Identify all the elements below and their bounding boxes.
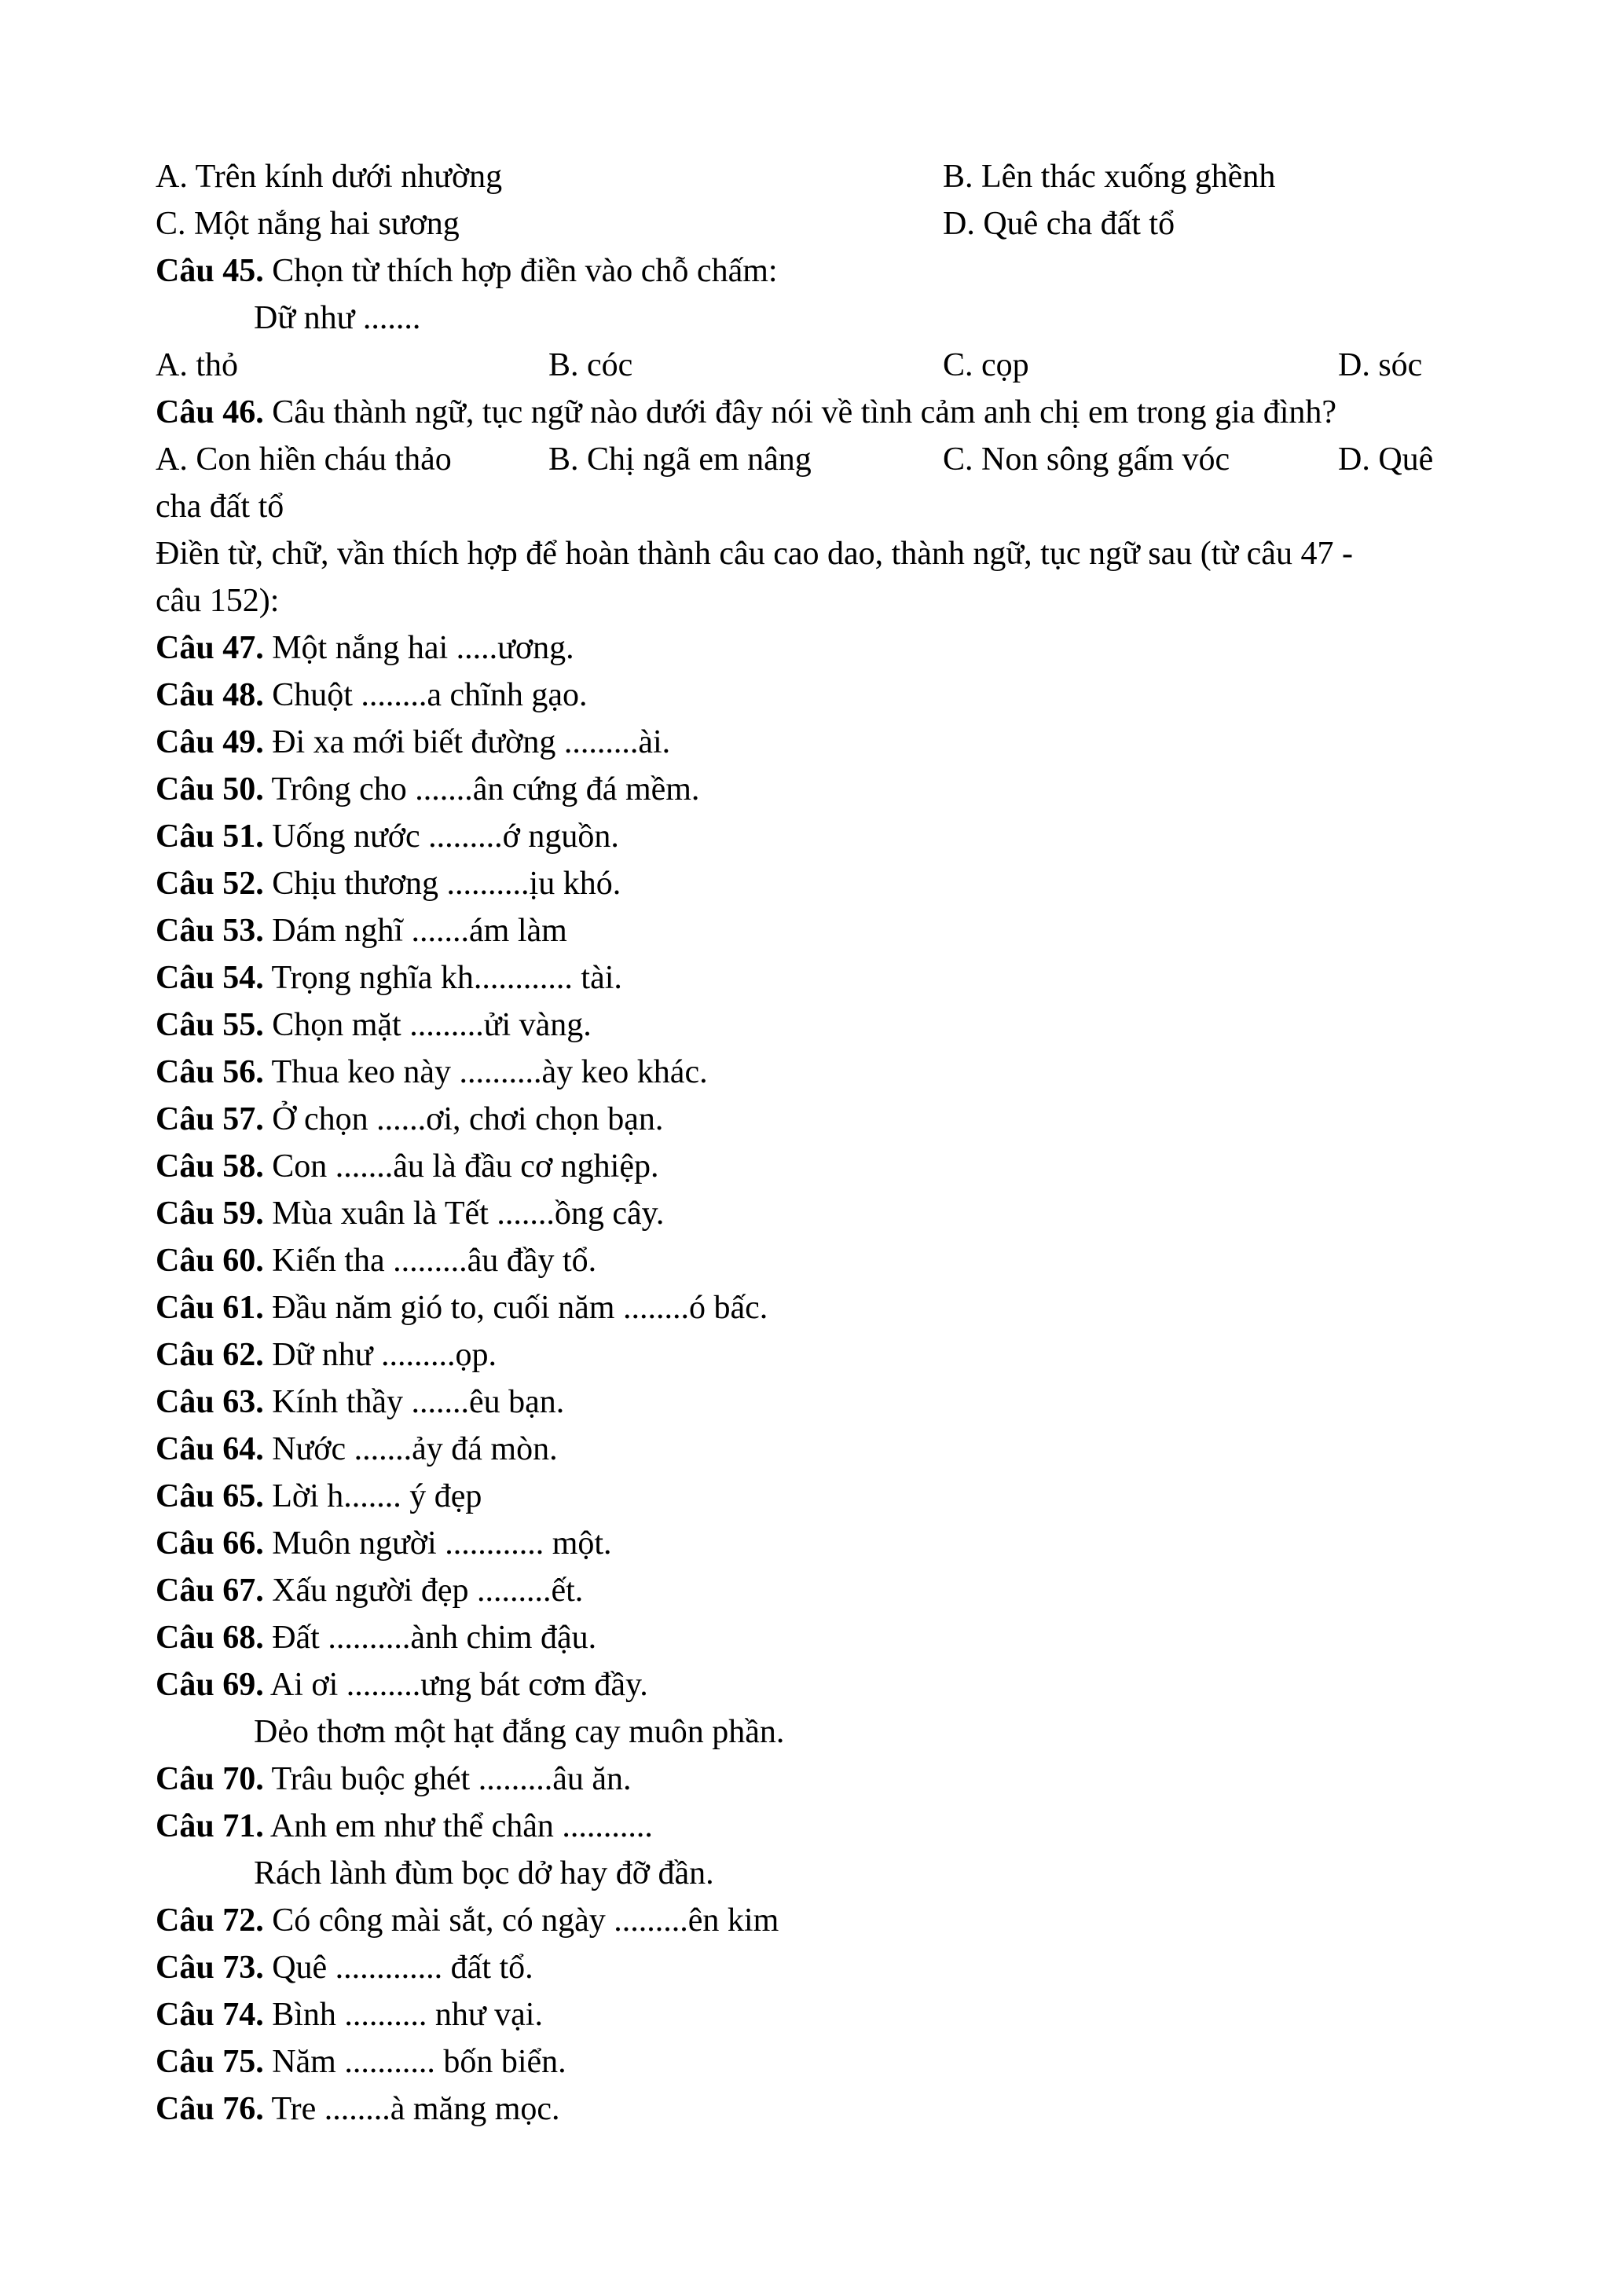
question-label: Câu 52. [156, 866, 264, 902]
question-label: Câu 50. [156, 771, 264, 807]
question-73 [156, 1944, 533, 1991]
question-60 [156, 1237, 596, 1284]
question-label: Câu 58. [156, 1148, 264, 1185]
q46-option-a: A. Con hiền cháu thảo [156, 441, 452, 478]
q45-option-a: A. thỏ [156, 347, 238, 383]
question-45 [156, 247, 778, 295]
instruction-line-1: Điền từ, chữ, vần thích hợp để hoàn thành câu cao dao, thành ngữ, tục ngữ sau (từ câu 47 - [156, 536, 1353, 572]
instruction-line-2: câu 152): [156, 583, 280, 619]
q46-option-d-continued: cha đất tổ [156, 489, 284, 525]
question-text: Năm ........... bốn biển. [263, 2044, 566, 2080]
question-label: Câu 46. [156, 394, 264, 430]
question-text: Trông cho .......ân cứng đá mềm. [263, 771, 700, 807]
question-label: Câu 62. [156, 1337, 264, 1373]
question-49 [156, 719, 670, 766]
question-label: Câu 61. [156, 1290, 264, 1326]
question-label: Câu 66. [156, 1525, 264, 1562]
question-63 [156, 1379, 564, 1426]
question-72 [156, 1897, 779, 1944]
question-56 [156, 1049, 708, 1096]
question-label: Câu 73. [156, 1950, 264, 1986]
question-48 [156, 672, 587, 719]
question-text: Nước .......ảy đá mòn. [263, 1431, 558, 1467]
question-74 [156, 1991, 543, 2038]
question-label: Câu 51. [156, 818, 264, 855]
question-text: Ở chọn ......ơi, chơi chọn bạn. [263, 1101, 664, 1137]
question-label: Câu 54. [156, 960, 264, 996]
question-label: Câu 48. [156, 677, 264, 713]
question-76 [156, 2085, 560, 2133]
question-text: Trâu buộc ghét .........âu ăn. [263, 1761, 632, 1797]
option-c: C. Một nắng hai sương [156, 206, 460, 242]
question-50 [156, 766, 699, 813]
question-text: Uống nước .........ớ nguồn. [263, 818, 619, 855]
question-text: Quê ............. đất tổ. [263, 1950, 533, 1986]
q45-option-d: D. sóc [1338, 347, 1423, 383]
question-text: Chuột ........a chĩnh gạo. [263, 677, 588, 713]
question-label: Câu 68. [156, 1620, 264, 1656]
question-text: Kính thầy .......êu bạn. [263, 1384, 565, 1420]
question-71-continued: Rách lành đùm bọc dở hay đỡ đần. [254, 1855, 714, 1891]
question-label: Câu 49. [156, 724, 264, 760]
question-68 [156, 1614, 596, 1661]
question-62 [156, 1331, 497, 1379]
question-text: Xấu người đẹp .........ết. [263, 1573, 584, 1609]
question-text: Muôn người ............ một. [263, 1525, 612, 1562]
question-label: Câu 63. [156, 1384, 264, 1420]
q46-option-b: B. Chị ngã em nâng [548, 441, 812, 478]
q45-option-b: B. cóc [548, 347, 633, 383]
question-70 [156, 1756, 632, 1803]
question-text: Có công mài sắt, có ngày .........ên kim [263, 1902, 779, 1939]
question-text: Ai ơi .........ưng bát cơm đầy. [263, 1667, 648, 1703]
question-label: Câu 74. [156, 1997, 264, 2033]
question-label: Câu 72. [156, 1902, 264, 1939]
option-d: D. Quê cha đất tổ [943, 206, 1175, 242]
question-text: Đất ..........ành chim đậu. [263, 1620, 597, 1656]
q45-option-c: C. cọp [943, 347, 1029, 383]
question-75 [156, 2038, 566, 2085]
question-54 [156, 954, 622, 1002]
question-text: Dám nghĩ .......ám làm [263, 913, 567, 949]
question-61 [156, 1284, 768, 1331]
question-58 [156, 1143, 658, 1190]
question-label: Câu 69. [156, 1667, 264, 1703]
question-text: Kiến tha .........âu đầy tổ. [263, 1243, 597, 1279]
question-55 [156, 1002, 592, 1049]
question-label: Câu 76. [156, 2091, 264, 2127]
question-label: Câu 53. [156, 913, 264, 949]
question-label: Câu 55. [156, 1007, 264, 1043]
question-text: Đầu năm gió to, cuối năm ........ó bấc. [263, 1290, 768, 1326]
question-label: Câu 71. [156, 1808, 264, 1844]
q46-option-c: C. Non sông gấm vóc [943, 441, 1230, 478]
question-text: Một nắng hai .....ương. [263, 630, 574, 666]
question-text: Anh em như thể chân ........... [263, 1808, 653, 1844]
question-label: Câu 59. [156, 1196, 264, 1232]
question-text: Đi xa mới biết đường .........ài. [263, 724, 671, 760]
question-label: Câu 56. [156, 1054, 264, 1090]
question-text: Trọng nghĩa kh............ tài. [263, 960, 622, 996]
question-label: Câu 60. [156, 1243, 264, 1279]
question-label: Câu 67. [156, 1573, 264, 1609]
question-label: Câu 65. [156, 1478, 264, 1514]
question-label: Câu 47. [156, 630, 264, 666]
question-47 [156, 624, 574, 672]
question-text: Chọn mặt .........ửi vàng. [263, 1007, 592, 1043]
question-label: Câu 64. [156, 1431, 264, 1467]
question-69 [156, 1661, 648, 1708]
question-text: Mùa xuân là Tết .......ồng cây. [263, 1196, 665, 1232]
question-64 [156, 1426, 558, 1473]
question-text: Chọn từ thích hợp điền vào chỗ chấm: [263, 253, 778, 289]
question-text: Con .......âu là đầu cơ nghiệp. [263, 1148, 659, 1185]
question-45-prompt: Dữ như ....... [254, 300, 421, 336]
option-b: B. Lên thác xuống ghềnh [943, 159, 1276, 195]
question-text: Tre ........à măng mọc. [263, 2091, 560, 2127]
question-71 [156, 1803, 653, 1850]
question-text: Dữ như .........ọp. [263, 1337, 497, 1373]
question-text: Câu thành ngữ, tục ngữ nào dưới đây nói về tình cảm anh chị em trong gia đình? [263, 394, 1337, 430]
question-text: Lời h....... ý đẹp [263, 1478, 482, 1514]
question-59 [156, 1190, 664, 1237]
q46-option-d: D. Quê [1338, 441, 1434, 478]
question-text: Bình .......... như vại. [263, 1997, 543, 2033]
option-a: A. Trên kính dưới nhường [156, 159, 503, 195]
question-text: Chịu thương ..........ịu khó. [263, 866, 621, 902]
question-53 [156, 907, 567, 954]
question-label: Câu 75. [156, 2044, 264, 2080]
question-label: Câu 70. [156, 1761, 264, 1797]
question-66 [156, 1520, 612, 1567]
question-67 [156, 1567, 583, 1614]
question-51 [156, 813, 619, 860]
question-label: Câu 45. [156, 253, 264, 289]
question-57 [156, 1096, 663, 1143]
question-65 [156, 1473, 482, 1520]
question-46 [156, 389, 1336, 436]
question-69-continued: Dẻo thơm một hạt đắng cay muôn phần. [254, 1714, 785, 1750]
question-52 [156, 860, 621, 907]
question-label: Câu 57. [156, 1101, 264, 1137]
question-text: Thua keo này ..........ày keo khác. [263, 1054, 708, 1090]
